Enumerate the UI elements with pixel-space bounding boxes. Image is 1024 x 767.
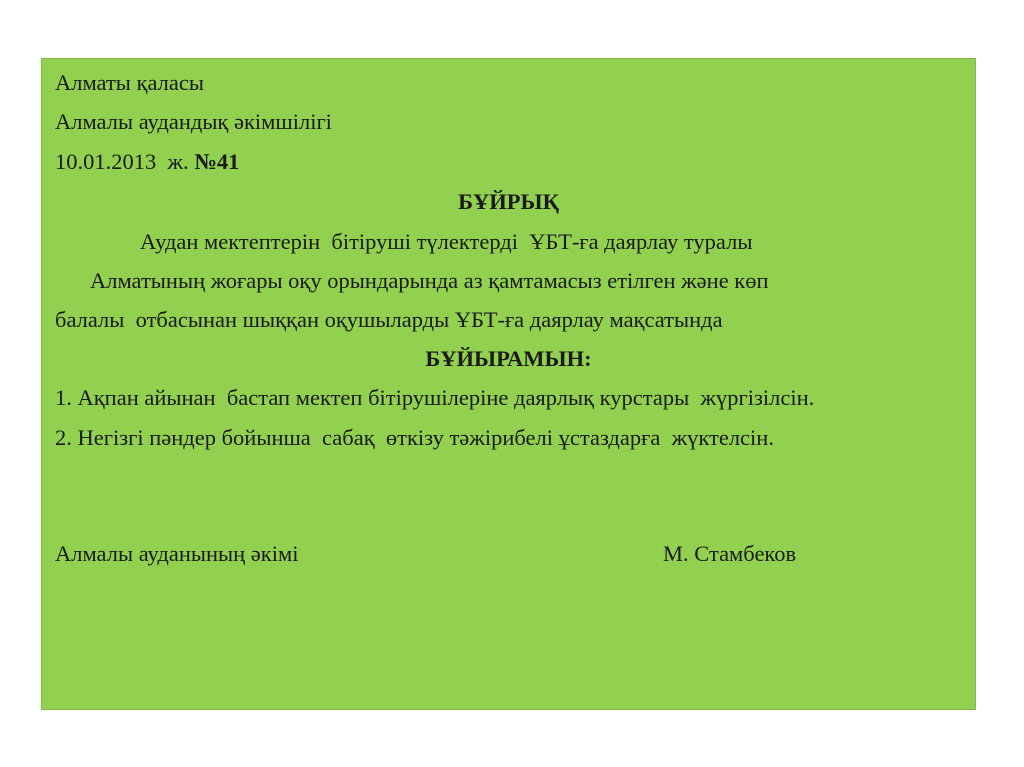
signatory-name: М. Стамбеков bbox=[663, 541, 797, 566]
authority-line: Алмалы аудандық әкімшілігі bbox=[55, 109, 332, 134]
order-item-1: 1. Ақпан айынан бастап мектеп бітірушілеріне даярлық курстары жүргізілсін. bbox=[55, 385, 815, 410]
order-heading: БҰЙЫРАМЫН: bbox=[425, 346, 592, 371]
preamble-line-2: балалы отбасынан шыққан оқушыларды ҰБТ-ға даярлау мақсатында bbox=[55, 307, 723, 332]
document-subject: Аудан мектептерін бітіруші түлектерді ҰБТ-ға даярлау туралы bbox=[140, 229, 753, 254]
order-item-2: 2. Негізгі пәндер бойынша сабақ өткізу тәжірибелі ұстаздарға жүктелсін. bbox=[55, 425, 774, 450]
document-number: №41 bbox=[194, 149, 240, 174]
date-number-line bbox=[55, 151, 239, 174]
city-line: Алматы қаласы bbox=[55, 70, 204, 95]
document-type-title: БҰЙРЫҚ bbox=[458, 189, 559, 214]
document-panel bbox=[41, 58, 976, 710]
document-date: 10.01.2013 ж. bbox=[55, 149, 189, 174]
preamble-line-1: Алматының жоғары оқу орындарында аз қамтамасыз етілген және көп bbox=[90, 268, 769, 293]
signatory-title: Алмалы ауданының әкімі bbox=[55, 541, 299, 566]
